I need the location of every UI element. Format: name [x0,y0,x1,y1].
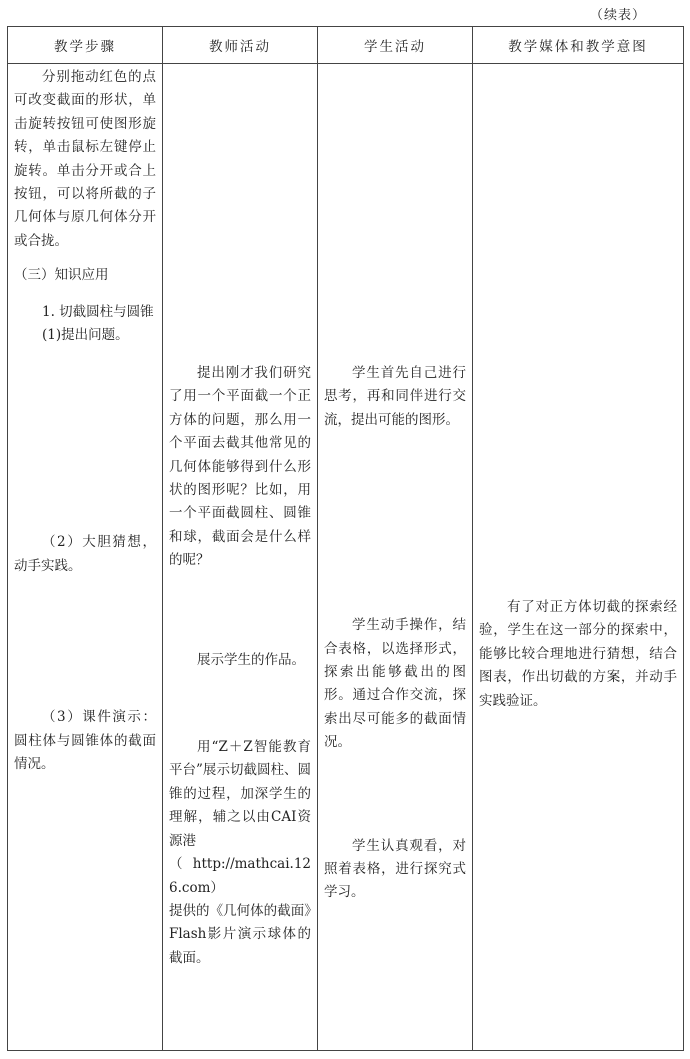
cell-teaching-steps [8,64,163,1051]
cell-teacher-activity [163,64,318,1051]
header-row [8,27,684,64]
step-drag-description: 分别拖动红色的点可改变截面的形状，单击旋转按钮可使图形旋转，单击鼠标左键停止旋转。单击分开或合上按钮，可以将所截的子几何体与原几何体分开或合拢。 [14,69,156,249]
teacher-ask-question: 提出刚才我们研究了用一个平面截一个正方体的问题，那么用一个平面去截其他常见的几何体能够得到什么形状的图形呢？比如，用一个平面截圆柱、圆锥和球，截面会是什么样的呢？ [169,365,311,569]
teacher-demo-platform: 用“Z＋Z智能教育平台”展示切截圆柱、圆锥的过程，加深学生的理解，辅之以由CAI资源港 [169,739,311,849]
teacher-show-works: 展示学生的作品。 [197,651,305,668]
step-courseware-demo: （3）课件演示：圆柱体与圆锥体的截面情况。 [14,709,156,773]
lesson-table [7,26,684,1051]
step-ask-question: (1)提出问题。 [42,327,129,344]
intent-exploration: 有了对正方体切截的探索经验，学生在这一部分的探索中，能够比较合理地进行猜想，结合图表，作出切截的方案，并动手实践验证。 [479,599,677,709]
teacher-resource-url: （http://mathcai.126.com） [169,856,311,896]
header-student-activity: 学生活动 [318,27,473,64]
cell-student-activity [318,64,473,1051]
header-teaching-steps: 教学步骤 [8,27,163,64]
teacher-flash-movie: 提供的《几何体的截面》Flash影片演示球体的截面。 [169,902,311,966]
cell-media-intent [473,64,684,1051]
table-row [8,64,684,1051]
step-guess-practice: （2）大胆猜想，动手实践。 [14,534,156,574]
header-teacher-activity: 教师活动 [163,27,318,64]
section-knowledge-application: （三）知识应用 [14,267,109,284]
student-think-share: 学生首先自己进行思考，再和同伴进行交流，提出可能的图形。 [324,365,466,428]
step-cut-cylinder-cone: 1. 切截圆柱与圆锥 [42,303,154,320]
student-hands-on: 学生动手操作，结合表格，以选择形式，探索出能够截出的图形。通过合作交流，探索出尽可能多的截面情况。 [324,617,466,751]
header-media-intent: 教学媒体和教学意图 [473,27,684,64]
student-watch: 学生认真观看，对照着表格，进行探究式学习。 [324,837,466,901]
continued-label: （续表） [589,8,646,23]
